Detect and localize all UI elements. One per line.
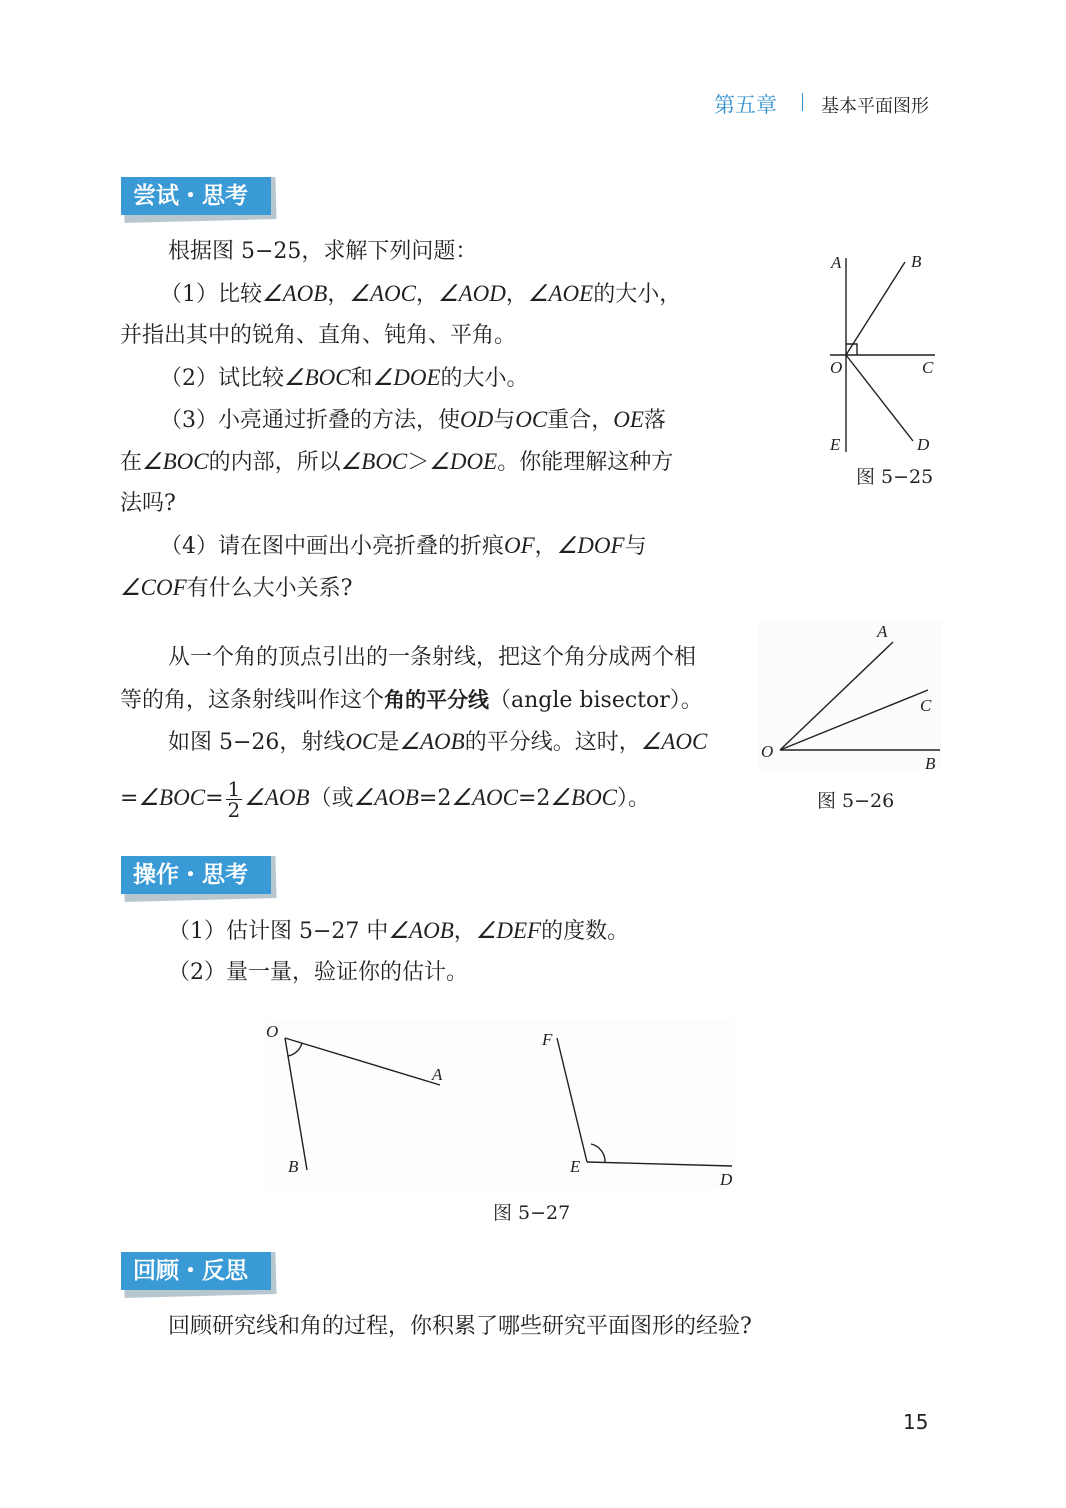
math-expression: ∠DOF [556, 533, 625, 558]
text-segment: （angle bisector）。 [489, 688, 703, 713]
math-expression: OE [613, 407, 644, 432]
math-expression: ∠AOE [527, 281, 594, 306]
text-segment: =2 [517, 786, 551, 811]
math-expression: ∠AOB [244, 785, 310, 810]
text-segment: ＞ [407, 450, 430, 475]
text-segment: （或 [309, 786, 354, 811]
math-expression: ∠AOB [262, 281, 328, 306]
text-segment: （2）量一量，验证你的估计。 [168, 960, 468, 985]
math-expression: ∠AOC [451, 785, 518, 810]
chapter-title: 基本平面图形 [821, 96, 929, 117]
label-D: D [720, 1170, 733, 1189]
badge-label: 操作・思考 [121, 856, 271, 894]
text-segment: （1）比较 [160, 282, 262, 307]
label-F: F [542, 1030, 553, 1049]
text-segment: 的平分线。这时， [464, 730, 641, 755]
math-expression: ∠BOC [142, 449, 209, 474]
text-segment: 如图 5−26，射线 [168, 730, 346, 755]
math-expression: OC [515, 407, 548, 432]
text-segment: 从一个角的顶点引出的一条射线，把这个角分成两个相 [168, 645, 697, 670]
label-C: C [922, 358, 934, 377]
chapter-label: 第五章 [714, 93, 777, 117]
badge-label: 尝试・思考 [121, 177, 271, 215]
text-segment: 和 [350, 366, 373, 391]
math-expression: ∠AOB [388, 918, 454, 943]
text-segment: = [120, 786, 139, 811]
text-segment: 的大小。 [440, 366, 529, 391]
text-segment: （4）请在图中画出小亮折叠的折痕 [160, 534, 504, 559]
text-segment: 等的角，这条射线叫作这个 [120, 688, 385, 713]
text-segment: 在 [120, 450, 143, 475]
math-expression: ∠AOB [353, 785, 419, 810]
text-segment: 是 [377, 730, 400, 755]
text-segment: ， [327, 282, 350, 307]
text-segment: 。你能理解这种方 [497, 450, 674, 475]
label-E: E [830, 435, 841, 454]
math-expression: ∠DOE [429, 449, 498, 474]
text-segment: ， [453, 919, 476, 944]
label-O: O [830, 358, 843, 377]
text-segment: 与 [624, 534, 647, 559]
text-segment: = [205, 786, 224, 811]
label-E: E [570, 1157, 581, 1176]
text-segment: 回顾研究线和角的过程，你积累了哪些研究平面图形的经验? [168, 1314, 752, 1339]
text-segment: 的度数。 [541, 919, 630, 944]
figure-caption: 图 5−27 [493, 1202, 571, 1224]
math-expression: ∠AOB [399, 729, 465, 754]
label-B: B [911, 252, 922, 271]
text-segment: 根据图 5−25，求解下列问题： [168, 239, 478, 264]
text-segment: ， [415, 282, 438, 307]
text-segment: （1）估计图 5−27 中 [168, 919, 389, 944]
figure-caption: 图 5−25 [856, 466, 934, 488]
label-O: O [266, 1022, 279, 1041]
text-segment: ）。 [617, 786, 651, 811]
math-expression: ∠DEF [475, 918, 542, 943]
figure-caption: 图 5−26 [817, 790, 895, 812]
text-segment: ， [505, 282, 528, 307]
label-A: A [831, 253, 842, 272]
text-segment: 与 [493, 408, 516, 433]
text-segment: ， [534, 534, 557, 559]
text-segment: 有什么大小关系? [186, 576, 353, 601]
text-segment: 的大小， [593, 282, 682, 307]
numerator: 1 [227, 776, 241, 801]
figure-5-25 [830, 258, 935, 452]
math-expression: ∠AOC [349, 281, 416, 306]
text-segment: =2 [418, 786, 452, 811]
text-segment: （2）试比较 [160, 366, 284, 391]
page-number: 15 [903, 1410, 929, 1434]
key-term: 角的平分线 [384, 688, 490, 712]
text-segment: （3）小亮通过折叠的方法，使 [160, 408, 460, 433]
label-A: A [432, 1065, 443, 1084]
text-segment: 并指出其中的锐角、直角、钝角、平角。 [120, 323, 517, 348]
label-B: B [288, 1157, 299, 1176]
math-expression: ∠AOC [640, 729, 708, 754]
math-expression: OD [460, 407, 494, 432]
math-expression: ∠BOC [284, 365, 351, 390]
text-segment: 重合， [547, 408, 614, 433]
math-expression: ∠DOE [372, 365, 441, 390]
math-expression: ∠COF [120, 575, 187, 600]
math-expression: OC [345, 729, 378, 754]
math-expression: ∠BOC [550, 785, 618, 810]
math-expression: ∠BOC [138, 785, 206, 810]
math-expression: OF [504, 533, 535, 558]
label-B: B [925, 754, 936, 773]
text-segment: 落 [643, 408, 666, 433]
math-expression: ∠BOC [340, 449, 408, 474]
math-expression: ∠AOD [437, 281, 506, 306]
label-A: A [877, 622, 888, 641]
label-C: C [920, 696, 932, 715]
text-segment: 的内部，所以 [208, 450, 341, 475]
badge-label: 回顾・反思 [121, 1252, 271, 1290]
denominator: 2 [227, 797, 241, 822]
label-O: O [761, 742, 774, 761]
text-segment: 法吗? [120, 491, 176, 516]
label-D: D [917, 435, 930, 454]
